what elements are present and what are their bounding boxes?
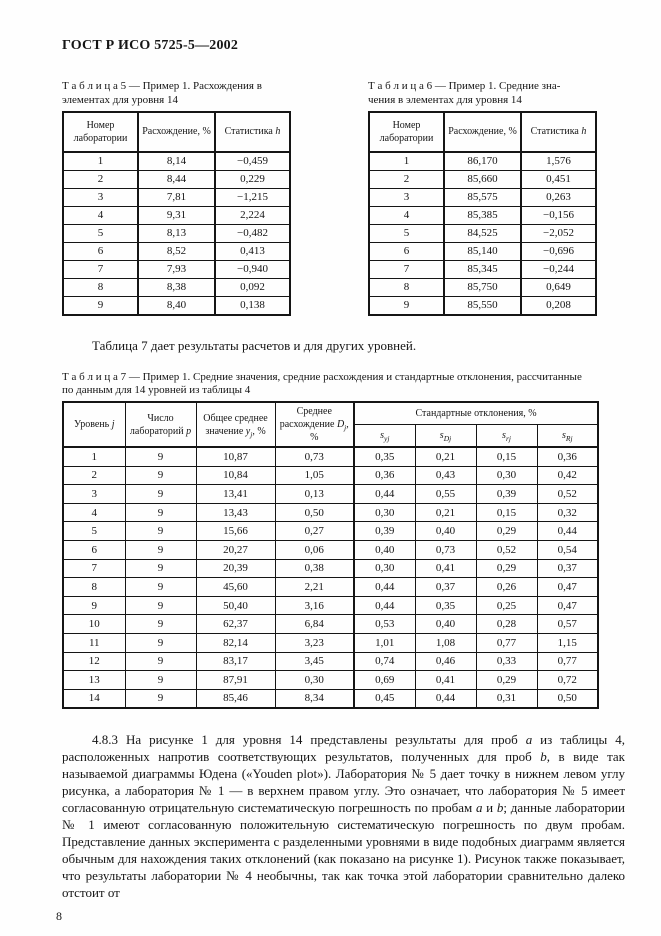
cell-h-statistic: −2,052 <box>521 224 596 242</box>
cell-level: 9 <box>63 596 125 615</box>
cell-h-statistic: 0,229 <box>215 170 290 188</box>
table-row <box>369 242 596 260</box>
table-row <box>369 170 596 188</box>
cell-general-mean: 87,91 <box>196 671 275 690</box>
table-row <box>63 170 290 188</box>
cell-s-Dj: 0,41 <box>415 671 476 690</box>
column-header-h-statistic <box>521 112 596 152</box>
cell-s-yj: 0,44 <box>354 485 415 504</box>
cell-level: 1 <box>63 447 125 466</box>
table-header-row <box>63 112 290 152</box>
cell-lab-number: 6 <box>63 242 138 260</box>
caption-line: чения в элементах для уровня 14 <box>368 93 522 106</box>
cell-level: 8 <box>63 578 125 597</box>
table-row <box>369 152 596 171</box>
cell-s-Rj: 0,54 <box>537 540 598 559</box>
subscript-yj: yj <box>383 434 390 443</box>
cell-lab-count: 9 <box>125 466 196 485</box>
cell-s-Rj: 0,47 <box>537 578 598 597</box>
cell-h-statistic: 0,208 <box>521 296 596 315</box>
cell-s-Rj: 0,52 <box>537 485 598 504</box>
column-header-general-mean <box>196 402 275 447</box>
cell-lab-count: 9 <box>125 578 196 597</box>
cell-mean-difference: 0,06 <box>275 540 354 559</box>
cell-h-statistic: 0,649 <box>521 278 596 296</box>
variable-h: h <box>581 126 587 137</box>
cell-s-yj: 0,39 <box>354 522 415 541</box>
cell-lab-number: 1 <box>369 152 444 171</box>
cell-difference: 8,52 <box>138 242 215 260</box>
table-row <box>63 296 290 315</box>
subscript-j: j <box>250 429 253 439</box>
table-7-caption <box>62 371 620 399</box>
cell-lab-count: 9 <box>125 503 196 522</box>
table-row <box>63 522 598 541</box>
cell-mean-difference: 0,13 <box>275 485 354 504</box>
cell-mean-difference: 8,34 <box>275 689 354 708</box>
cell-s-rj: 0,52 <box>476 540 537 559</box>
cell-mean-value: 85,140 <box>444 242 521 260</box>
cell-s-Rj: 0,44 <box>537 522 598 541</box>
cell-mean-difference: 0,30 <box>275 671 354 690</box>
cell-lab-number: 8 <box>369 278 444 296</box>
table-row <box>63 596 598 615</box>
cell-h-statistic: 0,263 <box>521 188 596 206</box>
cell-level: 13 <box>63 671 125 690</box>
cell-s-Dj: 0,40 <box>415 522 476 541</box>
header-text: , % <box>310 419 349 443</box>
table-row <box>63 242 290 260</box>
table-row <box>63 671 598 690</box>
column-header-s-Rj <box>537 425 598 448</box>
variable-s: s <box>380 430 384 441</box>
cell-s-rj: 0,30 <box>476 466 537 485</box>
cell-level: 14 <box>63 689 125 708</box>
cell-s-rj: 0,25 <box>476 596 537 615</box>
cell-s-rj: 0,15 <box>476 447 537 466</box>
caption-line: Т а б л и ц а 5 — Пример 1. Расхождения в <box>62 80 262 92</box>
section-4-8-3-paragraph: 4.8.3 На рисунке 1 для уровня 14 представлены результаты для проб a из таблицы 4, расположенных напротив соответствующих результатов, полученных для проб b, в виде так называемой диаграммы Юдена («Youden plot»). Лаборатория № 5 дает точку в нижнем левом углу рисунка, а лаборатория № 1 — в верхнем правом углу. Это означает, что лаборатория № 5 имеет согласованную отрицательную систематическую погрешность по пробам a и b; данные лаборатории № 1 имеют согласованную положительную систематическую погрешность по двум пробам. Представление данных эксперимента с разделенными уровнями в виде подобных диаграмм является обычным для нахождения таких отклонений (как показано на рисунке 1). Рисунок также показывает, что результаты лаборатории № 4 необычны, так как точка этой лаборатории сравнительно далеко отстоит от <box>62 732 625 901</box>
header-text: Уровень <box>74 419 112 430</box>
cell-difference: 8,38 <box>138 278 215 296</box>
variable-D: D <box>336 419 345 430</box>
table-row <box>369 296 596 315</box>
cell-general-mean: 83,17 <box>196 652 275 671</box>
table-6-header <box>369 112 596 152</box>
cell-s-Rj: 0,32 <box>537 503 598 522</box>
table-row <box>63 152 290 171</box>
cell-mean-difference: 0,50 <box>275 503 354 522</box>
cell-difference: 9,31 <box>138 206 215 224</box>
cell-s-Rj: 0,47 <box>537 596 598 615</box>
table-row <box>369 188 596 206</box>
cell-s-yj: 0,35 <box>354 447 415 466</box>
cell-s-rj: 0,26 <box>476 578 537 597</box>
table-6-caption <box>368 80 597 108</box>
cell-mean-value: 85,575 <box>444 188 521 206</box>
variable-p: p <box>186 425 192 437</box>
cell-s-rj: 0,29 <box>476 559 537 578</box>
cell-h-statistic: −0,459 <box>215 152 290 171</box>
header-text: Среднее расхождение <box>279 406 337 430</box>
cell-difference: 8,44 <box>138 170 215 188</box>
cell-s-Dj: 0,73 <box>415 540 476 559</box>
cell-s-yj: 0,53 <box>354 615 415 634</box>
table-row <box>63 652 598 671</box>
cell-mean-difference: 3,23 <box>275 633 354 652</box>
variable-j: j <box>111 419 115 430</box>
caption-line: Т а б л и ц а 7 — Пример 1. Средние значения, средние расхождения и стандартные отклонения, рассчитанные <box>62 370 582 383</box>
column-header-s-yj <box>354 425 415 448</box>
cell-h-statistic: −0,482 <box>215 224 290 242</box>
column-group-std-deviations: Стандартные отклонения, % <box>354 402 598 425</box>
cell-lab-number: 5 <box>369 224 444 242</box>
table-row <box>369 206 596 224</box>
cell-difference: 8,40 <box>138 296 215 315</box>
cell-s-Dj: 0,46 <box>415 652 476 671</box>
cell-s-Dj: 0,41 <box>415 559 476 578</box>
cell-general-mean: 85,46 <box>196 689 275 708</box>
cell-general-mean: 50,40 <box>196 596 275 615</box>
cell-h-statistic: −1,215 <box>215 188 290 206</box>
caption-line: по данным для 14 уровней из таблицы 4 <box>62 384 251 397</box>
cell-s-rj: 0,28 <box>476 615 537 634</box>
cell-mean-difference: 0,73 <box>275 447 354 466</box>
column-header-lab-number: Номер лаборатории <box>369 112 444 152</box>
table-7 <box>62 401 599 709</box>
cell-s-yj: 0,44 <box>354 578 415 597</box>
tables-5-6-row <box>62 80 625 316</box>
column-header-difference: Расхождение, % <box>444 112 521 152</box>
table-5-caption <box>62 80 291 108</box>
cell-general-mean: 45,60 <box>196 578 275 597</box>
cell-level: 2 <box>63 466 125 485</box>
header-text: Число лабораторий <box>129 412 187 437</box>
cell-level: 4 <box>63 503 125 522</box>
table-row <box>63 206 290 224</box>
column-header-s-Dj <box>415 425 476 448</box>
cell-h-statistic: −0,244 <box>521 260 596 278</box>
header-text: Статистика <box>530 126 582 137</box>
intro-sentence: Таблица 7 дает результаты расчетов и для других уровней. <box>92 337 417 353</box>
table-6 <box>368 111 597 316</box>
table-row <box>63 278 290 296</box>
doc-title: ГОСТ Р ИСО 5725-5—2002 <box>62 38 239 53</box>
cell-h-statistic: 1,576 <box>521 152 596 171</box>
cell-s-Dj: 0,21 <box>415 447 476 466</box>
cell-mean-difference: 2,21 <box>275 578 354 597</box>
cell-s-yj: 0,45 <box>354 689 415 708</box>
cell-h-statistic: 0,138 <box>215 296 290 315</box>
column-header-lab-count <box>125 402 196 447</box>
cell-general-mean: 13,41 <box>196 485 275 504</box>
cell-lab-number: 2 <box>369 170 444 188</box>
caption-line: Т а б л и ц а 6 — Пример 1. Средние зна- <box>368 80 561 92</box>
variable-h: h <box>275 126 281 137</box>
cell-general-mean: 13,43 <box>196 503 275 522</box>
cell-lab-count: 9 <box>125 522 196 541</box>
header-text: Общее среднее значение <box>203 412 268 437</box>
table-5 <box>62 111 291 316</box>
table-5-body <box>63 152 290 315</box>
cell-s-rj: 0,29 <box>476 522 537 541</box>
header-text: Статистика <box>224 126 276 137</box>
cell-level: 7 <box>63 559 125 578</box>
cell-difference: 7,93 <box>138 260 215 278</box>
cell-lab-number: 9 <box>369 296 444 315</box>
subscript-Dj: Dj <box>443 434 452 443</box>
cell-lab-number: 8 <box>63 278 138 296</box>
cell-mean-value: 85,550 <box>444 296 521 315</box>
cell-lab-number: 4 <box>369 206 444 224</box>
cell-s-Dj: 0,37 <box>415 578 476 597</box>
cell-general-mean: 62,37 <box>196 615 275 634</box>
cell-h-statistic: 0,413 <box>215 242 290 260</box>
cell-s-rj: 0,77 <box>476 633 537 652</box>
table-row <box>369 260 596 278</box>
cell-s-Rj: 0,57 <box>537 615 598 634</box>
table-row <box>369 278 596 296</box>
caption-line: элементах для уровня 14 <box>62 93 178 106</box>
table-header-row <box>369 112 596 152</box>
cell-lab-count: 9 <box>125 485 196 504</box>
cell-level: 10 <box>63 615 125 634</box>
cell-lab-count: 9 <box>125 689 196 708</box>
header-text: , % <box>252 425 266 437</box>
table-5-header <box>63 112 290 152</box>
cell-s-Rj: 0,42 <box>537 466 598 485</box>
table-7-body <box>63 447 598 708</box>
cell-mean-difference: 3,16 <box>275 596 354 615</box>
cell-s-yj: 0,30 <box>354 503 415 522</box>
cell-h-statistic: 0,451 <box>521 170 596 188</box>
table-row <box>63 485 598 504</box>
cell-s-yj: 0,36 <box>354 466 415 485</box>
cell-general-mean: 20,39 <box>196 559 275 578</box>
cell-lab-count: 9 <box>125 540 196 559</box>
table-7-header <box>63 402 598 447</box>
table-row <box>63 466 598 485</box>
cell-mean-difference: 0,38 <box>275 559 354 578</box>
table-row <box>63 188 290 206</box>
cell-level: 6 <box>63 540 125 559</box>
cell-s-Dj: 1,08 <box>415 633 476 652</box>
cell-s-Dj: 0,40 <box>415 615 476 634</box>
cell-lab-number: 4 <box>63 206 138 224</box>
cell-mean-difference: 0,27 <box>275 522 354 541</box>
cell-lab-number: 6 <box>369 242 444 260</box>
column-header-lab-number: Номер лаборатории <box>63 112 138 152</box>
cell-s-Dj: 0,43 <box>415 466 476 485</box>
table-row <box>63 578 598 597</box>
cell-h-statistic: −0,156 <box>521 206 596 224</box>
cell-lab-count: 9 <box>125 615 196 634</box>
cell-general-mean: 10,87 <box>196 447 275 466</box>
cell-s-yj: 0,44 <box>354 596 415 615</box>
table-row <box>369 224 596 242</box>
cell-general-mean: 15,66 <box>196 522 275 541</box>
variable-s: s <box>502 430 506 441</box>
cell-lab-number: 3 <box>63 188 138 206</box>
column-header-h-statistic <box>215 112 290 152</box>
table-row <box>63 633 598 652</box>
column-header-mean-difference <box>275 402 354 447</box>
cell-s-Dj: 0,21 <box>415 503 476 522</box>
cell-difference: 8,13 <box>138 224 215 242</box>
cell-s-Rj: 0,36 <box>537 447 598 466</box>
cell-mean-value: 85,385 <box>444 206 521 224</box>
table-row <box>63 447 598 466</box>
cell-difference: 7,81 <box>138 188 215 206</box>
column-header-difference: Расхождение, % <box>138 112 215 152</box>
cell-lab-number: 1 <box>63 152 138 171</box>
table-6-block <box>368 80 597 316</box>
cell-level: 12 <box>63 652 125 671</box>
cell-h-statistic: −0,696 <box>521 242 596 260</box>
cell-s-Dj: 0,35 <box>415 596 476 615</box>
cell-h-statistic: −0,940 <box>215 260 290 278</box>
table-row <box>63 260 290 278</box>
cell-mean-value: 85,345 <box>444 260 521 278</box>
cell-s-rj: 0,31 <box>476 689 537 708</box>
page-number: 8 <box>56 909 62 924</box>
cell-mean-value: 86,170 <box>444 152 521 171</box>
cell-level: 3 <box>63 485 125 504</box>
cell-h-statistic: 2,224 <box>215 206 290 224</box>
cell-mean-value: 85,660 <box>444 170 521 188</box>
cell-lab-number: 7 <box>369 260 444 278</box>
cell-s-yj: 0,69 <box>354 671 415 690</box>
cell-lab-number: 2 <box>63 170 138 188</box>
table-row <box>63 689 598 708</box>
variable-y: y <box>245 425 251 437</box>
variable-s: s <box>561 430 566 441</box>
variable-s: s <box>439 430 444 441</box>
subscript-j: j <box>344 423 347 432</box>
cell-level: 11 <box>63 633 125 652</box>
table-row <box>63 224 290 242</box>
cell-s-Dj: 0,44 <box>415 689 476 708</box>
cell-h-statistic: 0,092 <box>215 278 290 296</box>
cell-s-yj: 0,74 <box>354 652 415 671</box>
cell-s-Dj: 0,55 <box>415 485 476 504</box>
cell-general-mean: 10,84 <box>196 466 275 485</box>
cell-s-Rj: 0,77 <box>537 652 598 671</box>
cell-lab-count: 9 <box>125 559 196 578</box>
cell-lab-number: 5 <box>63 224 138 242</box>
cell-lab-count: 9 <box>125 596 196 615</box>
column-header-s-rj <box>476 425 537 448</box>
cell-s-rj: 0,15 <box>476 503 537 522</box>
table-5-block <box>62 80 291 316</box>
table-row <box>63 615 598 634</box>
cell-s-rj: 0,39 <box>476 485 537 504</box>
table-6-body <box>369 152 596 315</box>
table-row <box>63 540 598 559</box>
cell-s-rj: 0,29 <box>476 671 537 690</box>
cell-s-yj: 0,40 <box>354 540 415 559</box>
cell-s-Rj: 0,50 <box>537 689 598 708</box>
cell-lab-number: 9 <box>63 296 138 315</box>
cell-mean-value: 84,525 <box>444 224 521 242</box>
subscript-rj: rj <box>505 434 511 443</box>
cell-lab-count: 9 <box>125 633 196 652</box>
cell-lab-count: 9 <box>125 652 196 671</box>
cell-lab-number: 3 <box>369 188 444 206</box>
cell-mean-difference: 6,84 <box>275 615 354 634</box>
cell-mean-difference: 3,45 <box>275 652 354 671</box>
cell-s-rj: 0,33 <box>476 652 537 671</box>
cell-lab-count: 9 <box>125 447 196 466</box>
cell-s-yj: 0,30 <box>354 559 415 578</box>
cell-s-Rj: 1,15 <box>537 633 598 652</box>
cell-level: 5 <box>63 522 125 541</box>
cell-lab-number: 7 <box>63 260 138 278</box>
cell-s-Rj: 0,72 <box>537 671 598 690</box>
cell-difference: 8,14 <box>138 152 215 171</box>
column-header-level <box>63 402 125 447</box>
cell-mean-value: 85,750 <box>444 278 521 296</box>
cell-s-yj: 1,01 <box>354 633 415 652</box>
cell-general-mean: 82,14 <box>196 633 275 652</box>
cell-s-Rj: 0,37 <box>537 559 598 578</box>
table-header-row <box>63 402 598 425</box>
subscript-Rj: Rj <box>565 434 573 443</box>
table-row <box>63 559 598 578</box>
table-row <box>63 503 598 522</box>
cell-lab-count: 9 <box>125 671 196 690</box>
cell-general-mean: 20,27 <box>196 540 275 559</box>
cell-mean-difference: 1,05 <box>275 466 354 485</box>
